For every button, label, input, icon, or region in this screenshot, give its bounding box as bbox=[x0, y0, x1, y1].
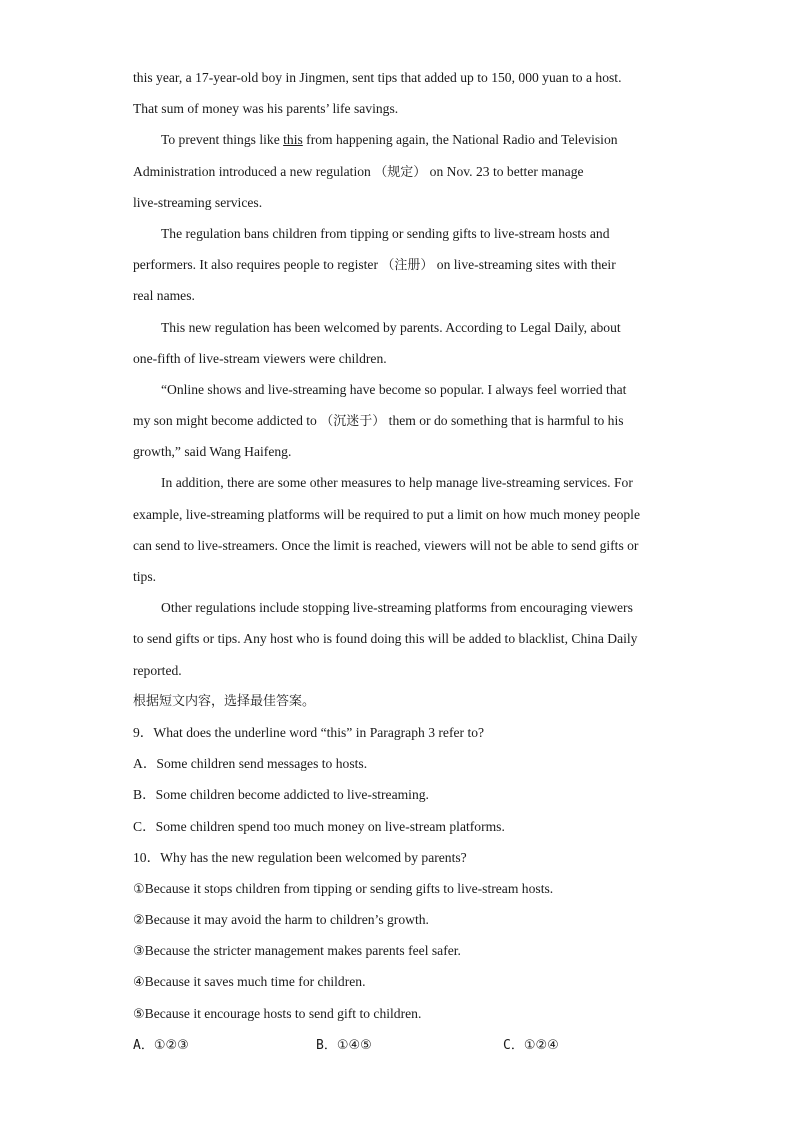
passage-line: This new regulation has been welcomed by parents. According to Legal Daily, about bbox=[161, 319, 621, 335]
option-label: A． bbox=[133, 1037, 154, 1053]
passage-line: example, live-streaming platforms will be required to put a limit on how much money people bbox=[133, 506, 640, 522]
chinese-gloss: （规定） bbox=[374, 164, 427, 180]
chinese-gloss: （沉迷于） bbox=[320, 414, 386, 430]
statement-text: Because it stops children from tipping or sending gifts to live-stream hosts. bbox=[144, 880, 554, 896]
option-value: ①②③ bbox=[153, 1037, 189, 1053]
circled-number-4: ④ bbox=[133, 975, 145, 991]
text-run: from happening again, the National Radio and Television bbox=[302, 132, 618, 148]
passage-line: The regulation bans children from tipping or sending gifts to live-stream hosts and bbox=[161, 225, 610, 241]
passage-line bbox=[133, 156, 661, 187]
option-value: ①④⑤ bbox=[336, 1037, 372, 1053]
text-run: on live-streaming sites with their bbox=[433, 257, 616, 273]
text-run: performers. It also requires people to register bbox=[133, 257, 382, 273]
circled-number-2: ② bbox=[133, 913, 145, 929]
question-10-option-a[interactable] bbox=[133, 1029, 189, 1061]
statement-text: Because the stricter management makes parents feel safer. bbox=[144, 943, 461, 959]
question-10-statement-2 bbox=[133, 904, 661, 935]
text-run: my son might become addicted to bbox=[133, 413, 321, 429]
passage-line: “Online shows and live-streaming have become so popular. I always feel worried that bbox=[161, 381, 627, 397]
question-9-stem: 9．What does the underline word “this” in Paragraph 3 refer to? bbox=[133, 724, 485, 740]
passage-line bbox=[133, 124, 661, 155]
passage-line: to send gifts or tips. Any host who is found doing this will be added to blacklist, China Daily bbox=[133, 631, 638, 647]
passage-line: In addition, there are some other measures to help manage live-streaming services. For bbox=[161, 475, 633, 491]
text-run: on Nov. 23 to better manage bbox=[426, 163, 584, 179]
question-10-options bbox=[133, 1029, 661, 1060]
question-10-statement-1 bbox=[133, 873, 661, 904]
passage-line bbox=[133, 249, 661, 280]
document-page bbox=[133, 62, 661, 1060]
passage-line: live-streaming services. bbox=[133, 194, 263, 210]
statement-text: Because it encourage hosts to send gift to children. bbox=[144, 1005, 422, 1021]
text-run: them or do something that is harmful to his bbox=[385, 413, 624, 429]
passage-line bbox=[133, 405, 661, 436]
question-10-option-b[interactable] bbox=[316, 1029, 372, 1061]
question-10-statement-4 bbox=[133, 966, 661, 997]
question-10-option-c[interactable] bbox=[503, 1029, 559, 1061]
passage-line: real names. bbox=[133, 288, 195, 304]
question-9-option-a[interactable]: A．Some children send messages to hosts. bbox=[133, 756, 368, 772]
question-9-option-c[interactable]: C．Some children spend too much money on live-stream platforms. bbox=[133, 818, 505, 834]
passage-line: tips. bbox=[133, 569, 157, 584]
text-run: To prevent things like bbox=[161, 132, 284, 148]
question-10-stem: 10．Why has the new regulation been welcomed by parents? bbox=[133, 849, 467, 865]
question-10-statement-3 bbox=[133, 935, 661, 966]
passage-line: Other regulations include stopping live-streaming platforms from encouraging viewers bbox=[161, 600, 633, 616]
question-instruction: 根据短文内容，选择最佳答案。 bbox=[133, 693, 316, 709]
circled-number-1: ① bbox=[133, 881, 145, 897]
passage-line: reported. bbox=[133, 662, 182, 678]
option-label: C． bbox=[503, 1037, 524, 1053]
passage-line: can send to live-streamers. Once the limit is reached, viewers will not be able to send gifts or bbox=[133, 537, 639, 553]
underlined-word-this: this bbox=[283, 132, 303, 148]
option-label: B． bbox=[316, 1037, 337, 1053]
text-run: Administration introduced a new regulation bbox=[133, 163, 375, 179]
statement-text: Because it saves much time for children. bbox=[144, 974, 366, 990]
passage-line: one-fifth of live-stream viewers were children. bbox=[133, 350, 387, 366]
circled-number-5: ⑤ bbox=[133, 1006, 145, 1022]
question-10-statement-5 bbox=[133, 998, 661, 1029]
passage-line: growth,” said Wang Haifeng. bbox=[133, 444, 292, 460]
chinese-gloss: （注册） bbox=[381, 258, 434, 274]
question-9-option-b[interactable]: B．Some children become addicted to live-streaming. bbox=[133, 787, 429, 803]
passage-line: That sum of money was his parents’ life savings. bbox=[133, 101, 399, 117]
statement-text: Because it may avoid the harm to children’s growth. bbox=[144, 912, 429, 928]
passage-line: this year, a 17-year-old boy in Jingmen, sent tips that added up to 150, 000 yuan to a host. bbox=[133, 70, 622, 85]
circled-number-3: ③ bbox=[133, 944, 145, 960]
option-value: ①②④ bbox=[523, 1037, 559, 1053]
